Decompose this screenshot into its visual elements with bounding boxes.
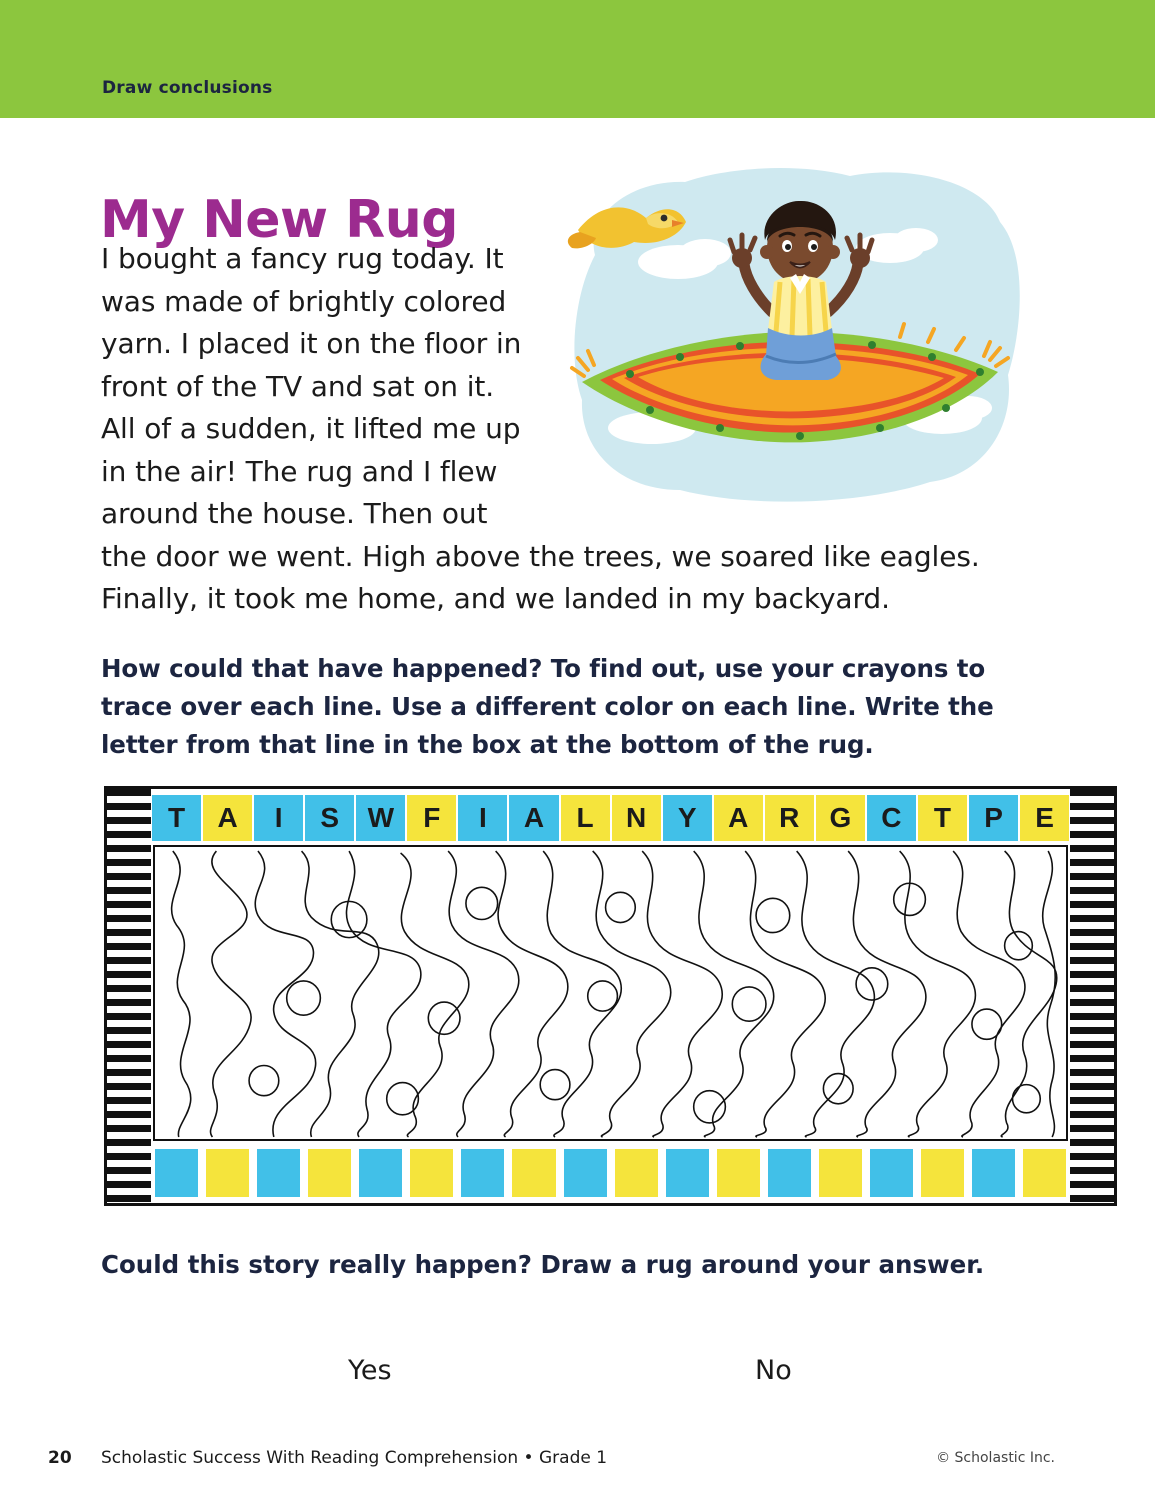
answer-box[interactable]: [512, 1149, 555, 1197]
footer-book-title: Scholastic Success With Reading Comprehension • Grade 1: [101, 1448, 608, 1468]
answer-box[interactable]: [870, 1149, 913, 1197]
letter-cell: A: [203, 795, 252, 841]
letter-cell: T: [918, 795, 967, 841]
letter-row: [151, 795, 1070, 841]
answer-box[interactable]: [1023, 1149, 1066, 1197]
letter-cell: L: [561, 795, 610, 841]
letter-cell: Y: [663, 795, 712, 841]
rug-inner: [151, 789, 1070, 1203]
letter-cell: S: [305, 795, 354, 841]
answer-option-yes[interactable]: Yes: [348, 1355, 392, 1386]
answer-box[interactable]: [615, 1149, 658, 1197]
maze-lines: [155, 847, 1066, 1139]
letter-cell: P: [969, 795, 1018, 841]
rug-fringe-right: [1070, 789, 1114, 1203]
rug-fringe-left: [107, 789, 151, 1203]
letter-cell: W: [356, 795, 405, 841]
answer-option-no[interactable]: No: [755, 1355, 792, 1386]
answer-box[interactable]: [768, 1149, 811, 1197]
answer-box[interactable]: [410, 1149, 453, 1197]
answer-box[interactable]: [461, 1149, 504, 1197]
letter-cell: E: [1020, 795, 1069, 841]
rug-puzzle: [104, 786, 1117, 1206]
letter-cell: F: [407, 795, 456, 841]
letter-cell: N: [612, 795, 661, 841]
answer-box[interactable]: [564, 1149, 607, 1197]
letter-cell: T: [152, 795, 201, 841]
letter-cell: I: [254, 795, 303, 841]
letter-cell: C: [867, 795, 916, 841]
answer-box[interactable]: [359, 1149, 402, 1197]
answer-box[interactable]: [308, 1149, 351, 1197]
instructions-text: How could that have happened? To find out, use your crayons to trace over each line. Use a different color on each line. Write the letter from that line in the box at the bottom of the rug.: [101, 654, 994, 759]
answer-box[interactable]: [819, 1149, 862, 1197]
footer-copyright: © Scholastic Inc.: [936, 1450, 1055, 1466]
header-band: [0, 0, 1155, 118]
maze-area[interactable]: [153, 845, 1068, 1141]
closing-question: Could this story really happen? Draw a rug around your answer.: [101, 1250, 985, 1279]
answer-box[interactable]: [921, 1149, 964, 1197]
answer-box[interactable]: [257, 1149, 300, 1197]
letter-cell: A: [509, 795, 558, 841]
letter-cell: R: [765, 795, 814, 841]
story-text: I bought a fancy rug today. It was made of brightly colored yarn. I placed it on the floor in front of the TV and sat on it. All of a sudden, it lifted me up in the air! The rug and I flew around the house. Then out the door we went. High above the trees, we soared like eagles. Finally, it took me home, and we landed in my backyard.: [101, 242, 980, 615]
letter-cell: A: [714, 795, 763, 841]
page-title: My New Rug: [100, 189, 458, 250]
answer-box[interactable]: [717, 1149, 760, 1197]
answer-boxes-row[interactable]: [151, 1149, 1070, 1197]
answer-box[interactable]: [666, 1149, 709, 1197]
letter-cell: I: [458, 795, 507, 841]
story-paragraph: [101, 238, 1001, 621]
skill-label: Draw conclusions: [102, 78, 273, 98]
answer-box[interactable]: [155, 1149, 198, 1197]
text-wrap-spacer: [531, 238, 1001, 528]
letter-cell: G: [816, 795, 865, 841]
page-number: 20: [48, 1448, 72, 1468]
answer-box[interactable]: [972, 1149, 1015, 1197]
answer-box[interactable]: [206, 1149, 249, 1197]
